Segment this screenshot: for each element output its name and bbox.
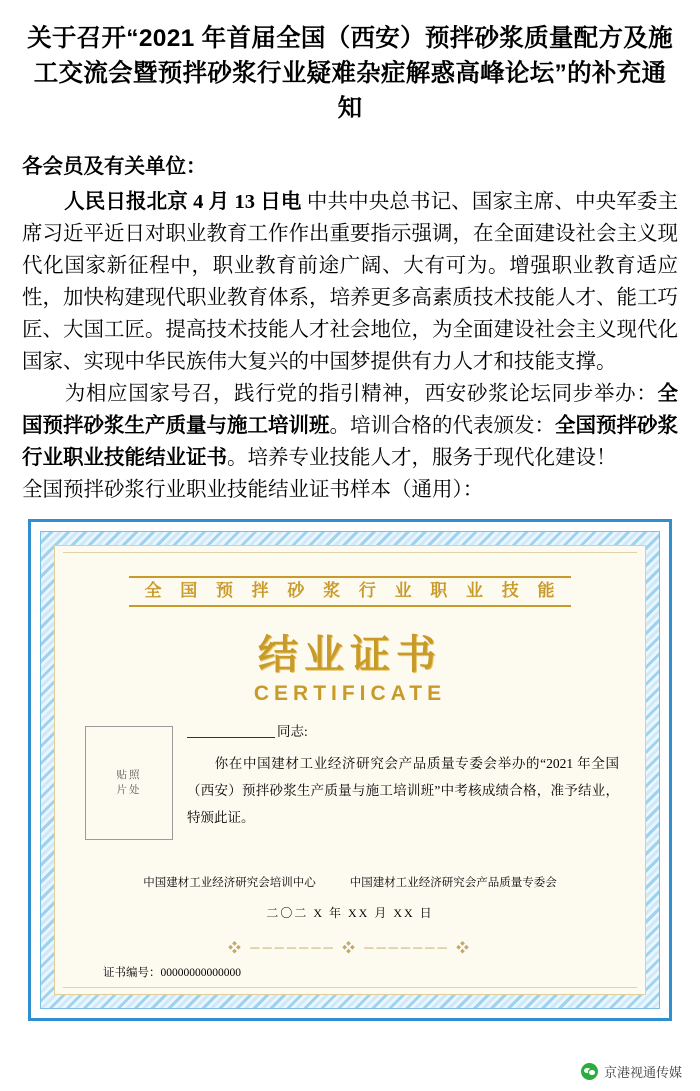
page-title: 关于召开“2021 年首届全国（西安）预拌砂浆质量配方及施工交流会暨预拌砂浆行业疑难杂症解惑高峰论坛”的补充通知 (27, 25, 673, 122)
training-mid: 。培训合格的代表颁发： (329, 414, 555, 437)
brand-name: 京港视通传媒 (603, 1065, 682, 1080)
certificate-number-value: 00000000000000 (160, 967, 241, 980)
certificate-body-row (81, 720, 619, 840)
photo-placeholder-box (85, 726, 173, 840)
certificate-headline-wrap (81, 576, 619, 608)
certificate-text-block (181, 720, 619, 831)
certificate-date: 二〇二 X 年 XX 月 XX 日 (266, 906, 434, 921)
name-suffix: 同志: (277, 724, 308, 740)
certificate-body-content: 你在中国建材工业经济研究会产品质量专委会举办的“2021 年全国（西安）预拌砂浆生产质量与施工培训班”中考核成绩合格，准予结业，特颁此证。 (187, 756, 619, 826)
certificate-main-title: 结业证书 (258, 633, 442, 678)
signer-left: 中国建材工业经济研究会培训中心 (143, 877, 316, 890)
paragraph-training (22, 379, 678, 475)
training-tail: 。培养专业技能人才，服务于现代化建设！ (227, 446, 617, 469)
certificate-ornament: ❖ ─────── ❖ ─────── ❖ (228, 940, 472, 956)
paragraph-news (22, 187, 678, 379)
certificate-number-line (81, 964, 619, 980)
footer-brand (581, 1062, 682, 1081)
certificate-signers (81, 874, 619, 890)
name-blank-field (187, 724, 275, 739)
training-intro: 为相应国家号召，践行党的指引精神，西安砂浆论坛同步举办： (64, 382, 658, 405)
news-lead: 人民日报北京 4 月 13 日电 (64, 191, 302, 214)
training-course-name: 全国预拌砂浆生产质量与施工培训班 (22, 382, 678, 437)
sample-caption: 全国预拌砂浆行业职业技能结业证书样本（通用）： (22, 478, 484, 501)
training-certificate-name: 全国预拌砂浆行业职业技能结业证书 (22, 414, 678, 469)
wechat-icon (581, 1063, 598, 1080)
certificate-sample (28, 519, 672, 1022)
certificate-outer-frame (28, 519, 672, 1022)
certificate-body-text (187, 750, 619, 831)
signer-right: 中国建材工业经济研究会产品质量专委会 (349, 877, 557, 890)
certificate-name-line (187, 720, 619, 740)
certificate-number-label: 证书编号： (103, 967, 161, 980)
salutation: 各会员及有关单位： (22, 156, 207, 179)
news-body: 中共中央总书记、国家主席、中央军委主席习近平近日对职业教育工作作出重要指示强调，在全面建设社会主义现代化国家新征程中，职业教育前途广阔、大有可为。增强职业教育适应性，加快构建现代职业教育体系，培养更多高素质技术技能人才、能工巧匠、大国工匠。提高技术技能人才社会地位，为全面建设社会主义现代化国家、实现中华民族伟大复兴的中国梦提供有力人才和技能支撑。 (22, 191, 679, 373)
certificate-decorative-band (40, 531, 660, 1010)
certificate-paper (54, 545, 646, 996)
certificate-headline: 全 国 预 拌 砂 浆 行 业 职 业 技 能 (129, 576, 572, 608)
photo-placeholder-label: 贴照片处 (116, 769, 142, 797)
certificate-sub-title: CERTIFICATE (253, 682, 447, 706)
